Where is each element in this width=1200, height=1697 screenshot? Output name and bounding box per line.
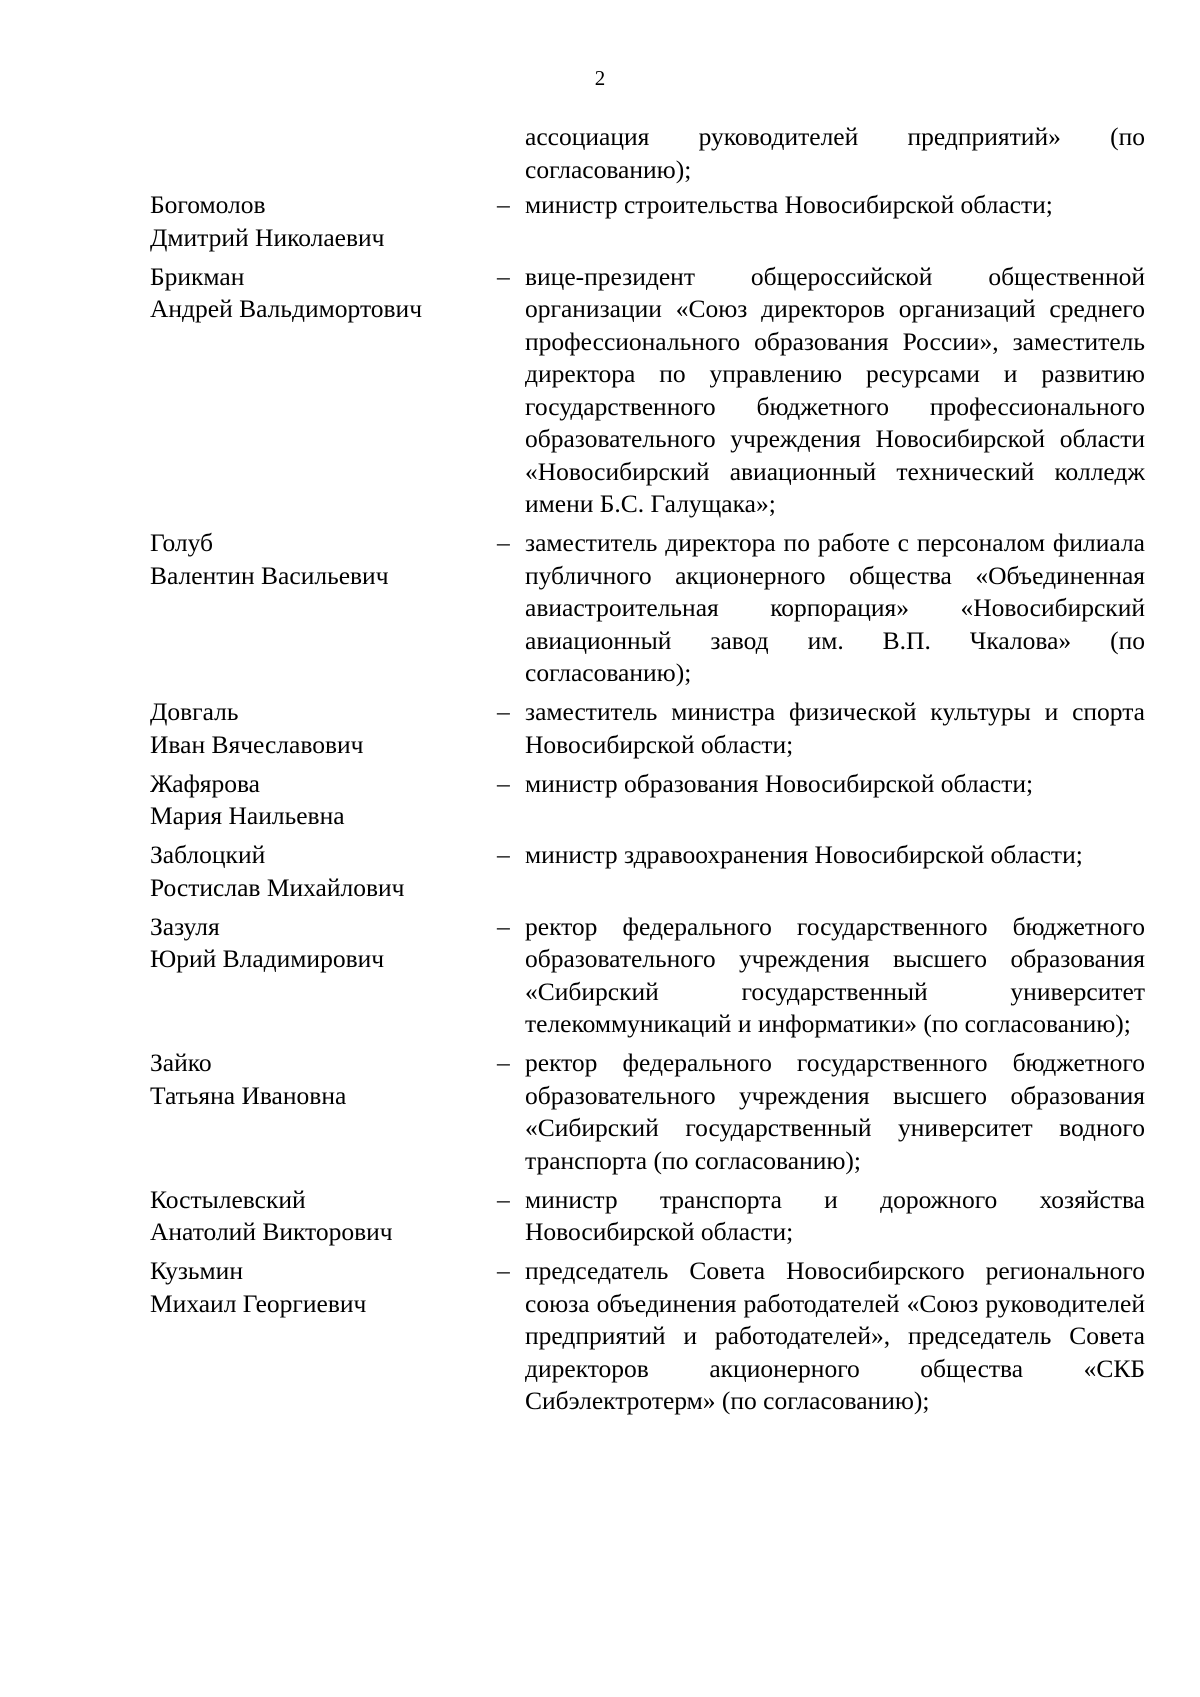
member-name	[150, 839, 490, 904]
member-given-names: Татьяна Ивановна	[150, 1080, 347, 1110]
member-role: вице-президент общероссийской общественной организации «Союз директоров организаций среднего профессионального образования России», заместитель директора по управлению ресурсами и развитию государственного бюджетного профессионального образовательного учреждения Новосибирской области «Новосибирский авиационный технический колледж имени Б.С. Галущака»;	[525, 261, 1145, 518]
member-name	[150, 768, 490, 833]
member-name	[150, 911, 490, 976]
dash-separator: –	[497, 768, 510, 798]
dash-separator: –	[497, 1184, 510, 1214]
member-given-names: Юрий Владимирович	[150, 944, 385, 973]
dash-separator: –	[497, 528, 510, 557]
member-surname: Жафярова	[150, 768, 260, 798]
member-surname: Зазуля	[150, 911, 220, 941]
member-entry	[0, 1047, 1200, 1177]
dash-separator: –	[497, 1048, 510, 1077]
member-surname: Голуб	[150, 528, 214, 557]
member-given-names: Анатолий Викторович	[150, 1217, 393, 1246]
member-entry	[0, 696, 1200, 761]
member-entry	[0, 527, 1200, 690]
member-name	[150, 1184, 490, 1249]
member-given-names: Мария Наильевна	[150, 801, 345, 830]
member-role: министр здравоохранения Новосибирской области;	[525, 840, 1083, 869]
dash-separator: –	[497, 911, 510, 941]
member-entry	[0, 839, 1200, 904]
member-role: министр строительства Новосибирской области;	[525, 190, 1053, 219]
member-role: председатель Совета Новосибирского регионального союза объединения работодателей «Союз руководителей предприятий и работодателей», председатель Совета директоров акционерного общества «СКБ Сибэлектротерм» (по согласованию);	[525, 1256, 1145, 1415]
dash-separator: –	[497, 840, 510, 869]
member-given-names: Ростислав Михайлович	[150, 872, 405, 902]
member-role: министр транспорта и дорожного хозяйства Новосибирской области;	[525, 1184, 1145, 1246]
continuation-text: ассоциация руководителей предприятий» (по согласованию);	[525, 122, 1145, 184]
dash-separator: –	[497, 261, 510, 291]
member-name	[150, 527, 490, 592]
member-entry	[0, 768, 1200, 833]
member-surname: Зайко	[150, 1048, 212, 1077]
member-name	[150, 261, 490, 326]
dash-separator: –	[497, 190, 510, 219]
member-name	[150, 189, 490, 254]
member-entry	[0, 261, 1200, 521]
member-given-names: Дмитрий Николаевич	[150, 222, 385, 252]
member-surname: Костылевский	[150, 1184, 306, 1214]
page-number: 2	[594, 66, 606, 90]
member-name	[150, 1255, 490, 1320]
member-given-names: Михаил Георгиевич	[150, 1288, 367, 1318]
dash-separator: –	[497, 697, 510, 726]
member-role: ректор федерального государственного бюджетного образовательного учреждения высшего образования «Сибирский государственный университет водного транспорта (по согласованию);	[525, 1048, 1145, 1175]
member-entry	[0, 911, 1200, 1041]
member-entry	[0, 189, 1200, 254]
member-list	[0, 189, 1200, 1424]
member-entry	[0, 1184, 1200, 1249]
member-surname: Кузьмин	[150, 1256, 243, 1285]
member-name	[150, 696, 490, 761]
member-surname: Богомолов	[150, 190, 266, 219]
member-name	[150, 1047, 490, 1112]
member-surname: Заблоцкий	[150, 840, 266, 869]
member-given-names: Валентин Васильевич	[150, 560, 389, 590]
dash-separator: –	[497, 1256, 510, 1285]
member-given-names: Иван Вячеславович	[150, 729, 364, 759]
member-given-names: Андрей Вальдимортович	[150, 294, 423, 323]
member-surname: Брикман	[150, 261, 245, 291]
member-entry	[0, 1255, 1200, 1418]
member-role: заместитель директора по работе с персоналом филиала публичного акционерного общества «Объединенная авиастроительная корпорация» «Новосибирский авиационный завод им. В.П. Чкалова» (по согласованию);	[525, 528, 1145, 687]
member-surname: Довгаль	[150, 697, 239, 726]
member-role: заместитель министра физической культуры и спорта Новосибирской области;	[525, 697, 1145, 759]
member-role: министр образования Новосибирской области;	[525, 768, 1034, 798]
member-role: ректор федерального государственного бюджетного образовательного учреждения высшего образования «Сибирский государственный университет телекоммуникаций и информатики» (по согласованию);	[525, 911, 1145, 1038]
